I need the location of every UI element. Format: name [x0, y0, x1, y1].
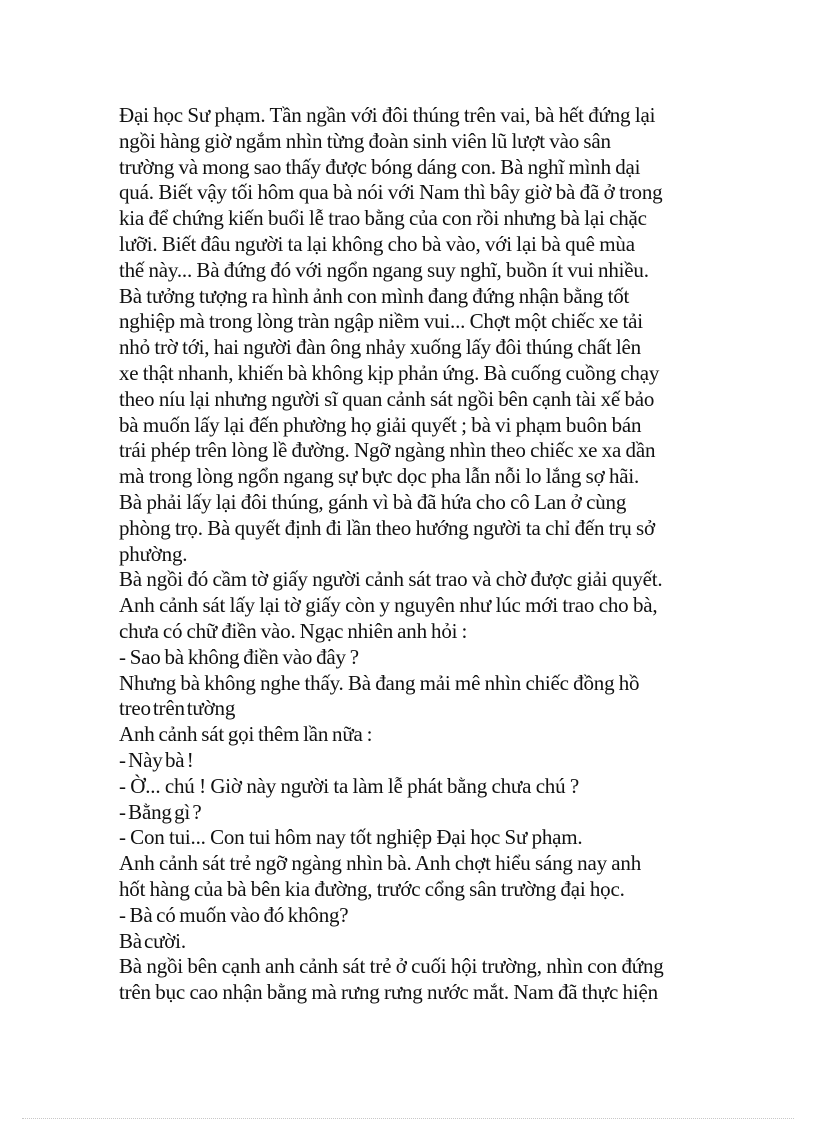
text-line: Bà ngồi bên cạnh anh cảnh sát trẻ ở cuối hội trường, nhìn con đứng [119, 954, 664, 979]
text-line: thế này... Bà đứng đó với ngổn ngang suy nghĩ, buồn ít vui nhiều. [119, 257, 649, 282]
text-line: - Ờ... chú ! Giờ này người ta làm lễ phát bằng chưa chú ? [119, 773, 580, 798]
text-line: Bà ngồi đó cầm tờ giấy người cảnh sát trao và chờ được giải quyết. [119, 567, 663, 592]
text-line: trên bục cao nhận bằng mà rưng rưng nước mắt. Nam đã thực hiện [119, 980, 658, 1005]
text-line: - Bà có muốn vào đó không? [119, 902, 349, 927]
text-line: Bà cười. [119, 928, 186, 953]
text-line: nghiệp mà trong lòng tràn ngập niềm vui... Chợt một chiếc xe tải [119, 309, 643, 334]
text-line: phòng trọ. Bà quyết định đi lần theo hướng người ta chỉ đến trụ sở [119, 515, 655, 540]
text-line: - Con tui... Con tui hôm nay tốt nghiệp Đại học Sư phạm. [119, 825, 583, 850]
text-line: xe thật nhanh, khiến bà không kịp phản ứng. Bà cuống cuồng chạy [119, 360, 660, 385]
text-line: ngồi hàng giờ ngắm nhìn từng đoàn sinh viên lũ lượt vào sân [119, 128, 611, 153]
text-line: trường và mong sao thấy được bóng dáng con. Bà nghĩ mình dại [119, 154, 641, 179]
text-line: phường. [119, 541, 188, 566]
text-line: hốt hàng của bà bên kia đường, trước cổng sân trường đại học. [119, 876, 625, 901]
text-line: bà muốn lấy lại đến phường họ giải quyết ; bà vi phạm buôn bán [119, 412, 642, 437]
text-line: lưỡi. Biết đâu người ta lại không cho bà vào, với lại bà quê mùa [119, 231, 635, 256]
text-line: Anh cảnh sát trẻ ngỡ ngàng nhìn bà. Anh chợt hiểu sáng nay anh [119, 851, 642, 876]
text-line: - Này bà ! [119, 747, 194, 772]
text-line: Nhưng bà không nghe thấy. Bà đang mải mê nhìn chiếc đồng hồ [119, 670, 640, 695]
body-text [119, 103, 709, 1006]
text-line: quá. Biết vậy tối hôm qua bà nói với Nam thì bây giờ bà đã ở trong [119, 180, 663, 205]
text-line: kia để chứng kiến buổi lễ trao bằng của con rồi nhưng bà lại chặc [119, 206, 647, 231]
text-line: theo níu lại nhưng người sĩ quan cảnh sát ngồi bên cạnh tài xế bảo [119, 386, 655, 411]
text-line: chưa có chữ điền vào. Ngạc nhiên anh hỏi : [119, 618, 468, 643]
text-line: mà trong lòng ngổn ngang sự bực dọc pha lẫn nỗi lo lắng sợ hãi. [119, 464, 640, 489]
text-line: Đại học Sư phạm. Tần ngần với đôi thúng trên vai, bà hết đứng lại [119, 103, 656, 127]
text-line: trái phép trên lòng lề đường. Ngỡ ngàng nhìn theo chiếc xe xa dần [119, 438, 656, 463]
page-bottom-rule [22, 1118, 794, 1119]
text-line: Bà phải lấy lại đôi thúng, gánh vì bà đã hứa cho cô Lan ở cùng [119, 489, 627, 514]
text-line: nhỏ trờ tới, hai người đàn ông nhảy xuống lấy đôi thúng chất lên [119, 335, 641, 360]
text-line: Anh cảnh sát lấy lại tờ giấy còn y nguyên như lúc mới trao cho bà, [119, 593, 658, 618]
text-line: treo trên tường [119, 696, 236, 721]
text-line: - Sao bà không điền vào đây ? [119, 644, 359, 669]
text-line: Anh cảnh sát gọi thêm lần nữa : [119, 722, 373, 747]
text-line: - Bằng gì ? [119, 799, 202, 824]
text-line: Bà tưởng tượng ra hình ảnh con mình đang đứng nhận bằng tốt [119, 283, 630, 308]
